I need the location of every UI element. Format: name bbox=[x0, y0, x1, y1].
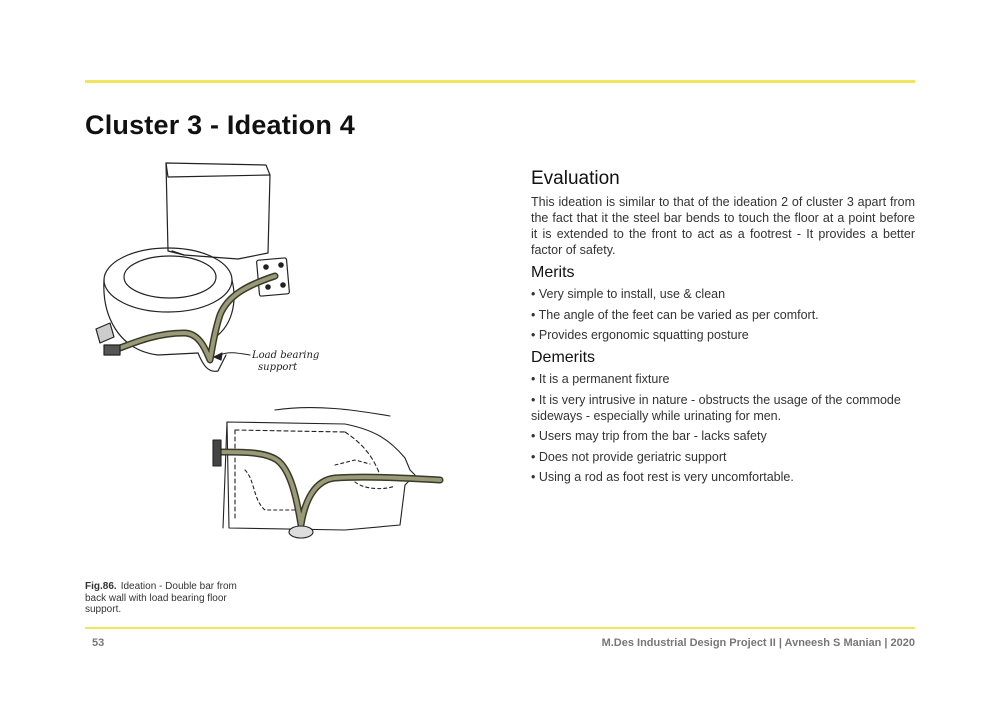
merits-list bbox=[531, 286, 915, 343]
page-title: Cluster 3 - Ideation 4 bbox=[85, 110, 355, 140]
support-bar-shape bbox=[112, 276, 275, 360]
caption-text: Ideation - Double bar from back wall with load bearing floor support. bbox=[85, 581, 237, 615]
footer-credit: M.Des Industrial Design Project II | Avneesh S Manian | 2020 bbox=[601, 637, 915, 649]
toilet-perspective-sketch bbox=[88, 155, 338, 385]
caption-label: Fig.86. bbox=[85, 581, 117, 592]
demerit-item: • Does not provide geriatric support bbox=[531, 449, 915, 465]
evaluation-panel bbox=[531, 168, 915, 490]
footer-rule bbox=[85, 627, 915, 629]
header-rule bbox=[85, 80, 915, 83]
demerit-item: • It is a permanent fixture bbox=[531, 371, 915, 387]
merit-item: • The angle of the feet can be varied as per comfort. bbox=[531, 307, 915, 323]
demerits-list bbox=[531, 371, 915, 485]
sketch-annotation-line2: support bbox=[258, 362, 298, 373]
page-number: 53 bbox=[92, 637, 105, 649]
demerit-item: • Using a rod as foot rest is very uncomfortable. bbox=[531, 469, 915, 485]
merit-item: • Provides ergonomic squatting posture bbox=[531, 327, 915, 343]
evaluation-heading: Evaluation bbox=[531, 168, 620, 189]
figure-caption bbox=[85, 581, 260, 616]
evaluation-text: This ideation is similar to that of the ideation 2 of cluster 3 apart from the fact that it the steel bar bends to touch the floor at a point before it is extended to the front to act as a footrest - It provides a better factor of safety. bbox=[531, 195, 915, 257]
toilet-side-view-sketch bbox=[205, 400, 455, 550]
demerit-item: • Users may trip from the bar - lacks safety bbox=[531, 428, 915, 444]
demerits-heading: Demerits bbox=[531, 349, 596, 366]
merit-item: • Very simple to install, use & clean bbox=[531, 286, 915, 302]
merits-heading: Merits bbox=[531, 264, 575, 281]
sketch-annotation-line1: Load bearing bbox=[252, 350, 320, 361]
demerit-item: • It is very intrusive in nature - obstructs the usage of the commode sideways - especially while urinating for men. bbox=[531, 392, 915, 424]
